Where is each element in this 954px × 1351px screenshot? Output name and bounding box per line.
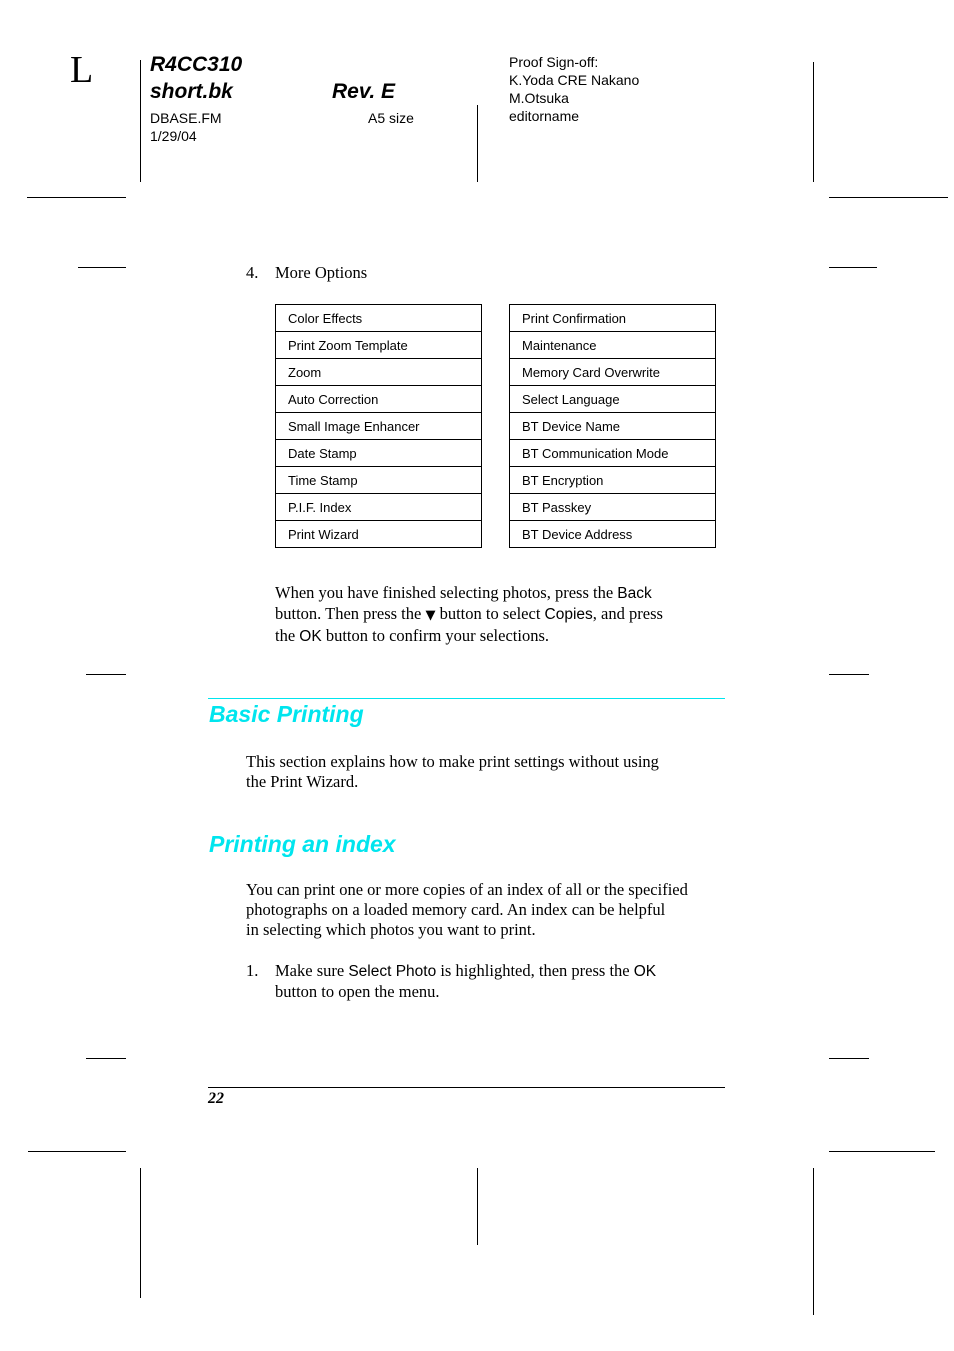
ui-term-back: Back bbox=[617, 585, 652, 602]
page-number: 22 bbox=[208, 1090, 224, 1107]
table-cell: BT Passkey bbox=[510, 494, 716, 521]
text-run: button to confirm your selections. bbox=[321, 626, 549, 645]
text-line bbox=[275, 604, 735, 626]
table-row bbox=[510, 521, 716, 548]
crop-mark bbox=[829, 1058, 869, 1059]
table-row bbox=[276, 440, 482, 467]
footer-rule bbox=[208, 1087, 725, 1088]
table-row bbox=[510, 359, 716, 386]
text-run: , and press bbox=[592, 604, 663, 623]
proof-line: K.Yoda CRE Nakano bbox=[509, 72, 640, 88]
table-row bbox=[276, 359, 482, 386]
crop-mark bbox=[813, 62, 814, 182]
table-row bbox=[510, 386, 716, 413]
ui-term-ok: OK bbox=[633, 963, 657, 980]
crop-mark bbox=[813, 1168, 814, 1315]
crop-mark bbox=[829, 197, 948, 198]
crop-mark bbox=[86, 1058, 126, 1059]
proof-line: editorname bbox=[509, 108, 580, 124]
down-arrow-icon: ▼ bbox=[425, 608, 436, 623]
text-run: When you have finished selecting photos, press the bbox=[275, 583, 618, 602]
revision: Rev. E bbox=[332, 80, 396, 103]
book-code: R4CC310 bbox=[150, 53, 243, 76]
ui-term-ok: OK bbox=[299, 628, 322, 645]
text-line: This section explains how to make print settings without using bbox=[246, 752, 659, 771]
proof-signoff bbox=[509, 53, 639, 125]
crop-mark bbox=[27, 197, 126, 198]
table-cell: BT Device Name bbox=[510, 413, 716, 440]
text-run: button. Then press the bbox=[275, 604, 426, 623]
step-label: More Options bbox=[275, 263, 368, 282]
options-table-left bbox=[275, 304, 482, 548]
step-number: 1. bbox=[246, 961, 259, 980]
table-row bbox=[510, 332, 716, 359]
crop-mark bbox=[78, 267, 126, 268]
table-cell: Color Effects bbox=[276, 305, 482, 332]
table-row bbox=[276, 521, 482, 548]
book-name: short.bk bbox=[150, 80, 233, 103]
table-cell: Zoom bbox=[276, 359, 482, 386]
text-line: You can print one or more copies of an index of all or the specified bbox=[246, 880, 688, 899]
crop-mark bbox=[86, 674, 126, 675]
table-cell: Auto Correction bbox=[276, 386, 482, 413]
text-line: button to open the menu. bbox=[275, 982, 440, 1001]
table-cell: BT Device Address bbox=[510, 521, 716, 548]
section-heading-basic-printing: Basic Printing bbox=[209, 701, 364, 727]
table-row bbox=[510, 440, 716, 467]
step-1-text bbox=[275, 961, 735, 1002]
crop-mark bbox=[140, 60, 141, 182]
file-name: DBASE.FM bbox=[150, 110, 222, 126]
table-row bbox=[276, 494, 482, 521]
crop-mark bbox=[477, 105, 478, 182]
table-cell: Small Image Enhancer bbox=[276, 413, 482, 440]
paper-size: A5 size bbox=[368, 110, 414, 126]
table-cell: Date Stamp bbox=[276, 440, 482, 467]
text-run: button to select bbox=[435, 604, 545, 623]
options-table-right bbox=[509, 304, 716, 548]
text-run: is highlighted, then press the bbox=[436, 961, 634, 980]
text-line: photographs on a loaded memory card. An index can be helpful bbox=[246, 900, 666, 919]
table-cell: BT Communication Mode bbox=[510, 440, 716, 467]
table-row bbox=[276, 386, 482, 413]
crop-mark bbox=[829, 674, 869, 675]
table-cell: BT Encryption bbox=[510, 467, 716, 494]
crop-mark bbox=[140, 1168, 141, 1298]
ui-term-select-photo: Select Photo bbox=[348, 963, 437, 980]
text-line bbox=[275, 626, 735, 647]
table-row bbox=[276, 467, 482, 494]
text-line bbox=[275, 583, 735, 604]
section-heading-printing-index: Printing an index bbox=[209, 831, 396, 857]
table-cell: P.I.F. Index bbox=[276, 494, 482, 521]
table-row bbox=[510, 413, 716, 440]
text-line: the Print Wizard. bbox=[246, 772, 359, 791]
table-row bbox=[276, 332, 482, 359]
table-cell: Select Language bbox=[510, 386, 716, 413]
text-run: Make sure bbox=[275, 961, 349, 980]
text-run: the bbox=[275, 626, 300, 645]
corner-letter: L bbox=[70, 49, 94, 91]
crop-mark bbox=[829, 1151, 935, 1152]
table-row bbox=[510, 467, 716, 494]
crop-mark bbox=[477, 1168, 478, 1245]
text-line: in selecting which photos you want to print. bbox=[246, 920, 536, 939]
section-rule bbox=[208, 698, 725, 699]
table-cell: Print Confirmation bbox=[510, 305, 716, 332]
text-line bbox=[275, 961, 735, 982]
crop-mark bbox=[829, 267, 877, 268]
instruction-paragraph bbox=[275, 583, 735, 647]
proof-line: M.Otsuka bbox=[509, 90, 569, 106]
table-cell: Print Zoom Template bbox=[276, 332, 482, 359]
table-cell: Maintenance bbox=[510, 332, 716, 359]
table-row bbox=[276, 305, 482, 332]
table-cell: Memory Card Overwrite bbox=[510, 359, 716, 386]
date: 1/29/04 bbox=[150, 128, 197, 144]
table-row bbox=[510, 494, 716, 521]
basic-printing-paragraph bbox=[246, 752, 726, 792]
ui-term-copies: Copies bbox=[544, 606, 593, 623]
table-cell: Print Wizard bbox=[276, 521, 482, 548]
table-row bbox=[510, 305, 716, 332]
step-number: 4. bbox=[246, 263, 259, 282]
proof-line: Proof Sign-off: bbox=[509, 54, 599, 70]
table-cell: Time Stamp bbox=[276, 467, 482, 494]
printing-index-paragraph bbox=[246, 880, 726, 940]
crop-mark bbox=[28, 1151, 126, 1152]
table-row bbox=[276, 413, 482, 440]
